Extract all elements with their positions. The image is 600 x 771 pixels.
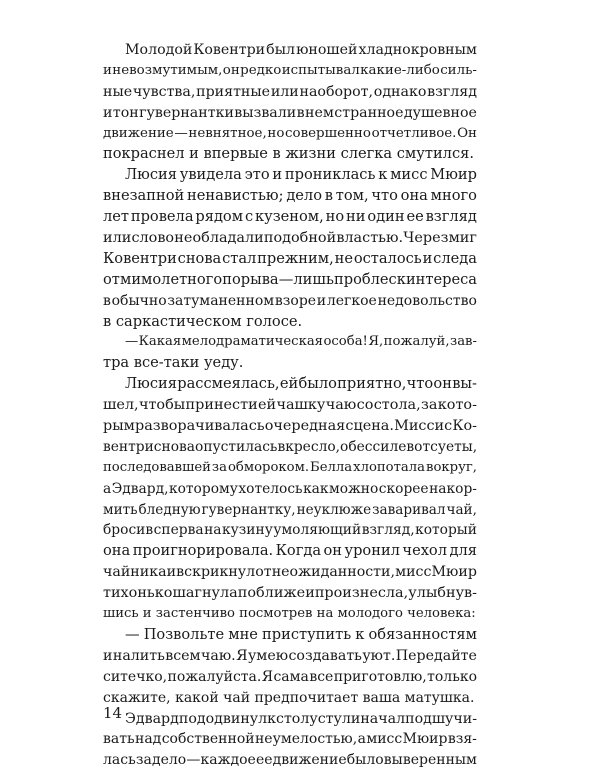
- word: слово: [131, 230, 175, 247]
- word: он: [433, 375, 452, 393]
- word: легкое: [326, 292, 377, 309]
- word: последовавшей: [103, 459, 211, 475]
- word: тон: [112, 104, 139, 121]
- word: сперва: [153, 522, 204, 539]
- word: Через: [403, 230, 449, 247]
- word: чашку: [276, 397, 326, 414]
- word: Позвольте: [143, 625, 225, 643]
- text-line: [103, 332, 477, 353]
- word: чайника: [103, 564, 167, 581]
- word: мимолетного: [119, 270, 223, 288]
- word: Ко-: [452, 418, 477, 435]
- word: лась: [103, 752, 136, 769]
- word: умоляющий: [273, 522, 362, 539]
- word: опустилась: [195, 438, 278, 455]
- word: неуклюже: [296, 501, 372, 518]
- word: а: [103, 480, 112, 497]
- word: Мюир: [431, 564, 477, 581]
- word: всем: [165, 647, 201, 664]
- word: пододвинул: [178, 710, 268, 727]
- word: вентри: [103, 438, 154, 455]
- word: подобной: [263, 230, 337, 247]
- word: миг: [448, 230, 477, 247]
- word: Молодой: [125, 42, 193, 58]
- word: это: [244, 166, 270, 184]
- text-line: [103, 709, 477, 730]
- word: обычно: [111, 292, 167, 309]
- word: Я: [261, 668, 274, 685]
- word: и: [272, 166, 283, 184]
- text-line: [103, 541, 477, 562]
- word: проблеск: [334, 270, 406, 288]
- word: снова: [153, 438, 196, 455]
- word: шагнула: [172, 585, 238, 602]
- word: бросив: [103, 522, 154, 539]
- word: невозмутимым,: [112, 62, 223, 78]
- word: очередная: [264, 418, 346, 435]
- word: над: [135, 731, 162, 748]
- word: за: [211, 459, 227, 475]
- word: —: [186, 752, 201, 769]
- word: снова: [177, 249, 222, 267]
- word: юношей: [296, 42, 358, 58]
- word: мить: [103, 501, 138, 518]
- word: чаю.: [200, 647, 236, 664]
- word: порыва: [222, 270, 279, 288]
- word: дело: [286, 187, 322, 205]
- word: особа!: [323, 334, 368, 350]
- word: можно: [329, 480, 379, 497]
- word: ные: [103, 83, 133, 100]
- word: скорее: [378, 480, 429, 497]
- word: создавать: [288, 647, 362, 664]
- word: рассмеялась,: [177, 375, 280, 393]
- word: и: [103, 647, 113, 664]
- word: отчетливое.: [371, 125, 457, 141]
- text-line: [103, 583, 477, 604]
- word: душевное: [403, 104, 477, 121]
- word: наоборот,: [299, 83, 374, 100]
- word: выверенным: [383, 752, 477, 769]
- word: ни: [346, 208, 366, 226]
- word: лет: [103, 208, 129, 226]
- word: интереса: [405, 270, 477, 288]
- word: невнятное,: [188, 125, 267, 141]
- body-text: [103, 40, 477, 771]
- word: бледную: [138, 501, 201, 518]
- word: Передайте: [395, 647, 477, 664]
- word: не: [334, 249, 353, 267]
- word: суеты,: [430, 438, 478, 455]
- word: что: [371, 187, 398, 205]
- word: один: [367, 208, 405, 226]
- text-line: [103, 562, 477, 583]
- text-line: [103, 625, 477, 646]
- word: заваривал: [372, 501, 446, 518]
- word: приятные: [196, 83, 271, 100]
- word: шел,: [103, 397, 139, 414]
- word: прониклась: [284, 166, 376, 184]
- word: разворачивалась: [134, 418, 265, 435]
- text-line: [103, 395, 477, 416]
- text-line: тра все-таки уеду.: [103, 354, 244, 372]
- word: к: [355, 625, 365, 643]
- word: Люсия: [125, 375, 177, 393]
- word: собственной: [161, 731, 255, 748]
- word: взоре: [274, 292, 317, 309]
- word: ее: [255, 752, 273, 769]
- word: кото-: [437, 397, 477, 414]
- word: стола,: [373, 397, 421, 414]
- word: умею: [247, 647, 289, 664]
- word: со: [356, 397, 374, 414]
- word: Белла: [310, 459, 353, 475]
- word: кузину: [222, 522, 273, 539]
- word: —: [174, 125, 188, 141]
- word: приятно,: [337, 375, 407, 393]
- word: кузеном,: [254, 208, 324, 226]
- text-line: [103, 61, 477, 82]
- word: рым: [103, 418, 135, 435]
- word: хотелось: [238, 480, 303, 497]
- word: увидела: [179, 166, 242, 184]
- word: прежним,: [257, 249, 334, 267]
- word: к: [378, 166, 388, 184]
- word: начал: [360, 710, 406, 727]
- word: редко: [240, 62, 282, 78]
- word: кресло,: [285, 438, 341, 455]
- word: произнесла,: [314, 585, 409, 602]
- word: испытывал: [281, 62, 360, 78]
- word: гувернантки: [139, 104, 234, 121]
- word: к: [267, 710, 277, 727]
- text-line: [103, 291, 477, 312]
- text-line: шись и застенчиво посмотрев на молодого человека:: [103, 606, 476, 622]
- word: чай,: [446, 501, 477, 518]
- word: Ковентри: [103, 249, 177, 267]
- word: зав-: [450, 334, 477, 350]
- word: совершенно: [285, 125, 371, 141]
- word: уронил: [344, 542, 400, 560]
- word: чувства,: [132, 83, 196, 100]
- word: обессилев: [340, 438, 415, 455]
- word: дело: [151, 752, 187, 769]
- word: пожалуй,: [383, 334, 450, 350]
- word: столу: [276, 710, 318, 727]
- text-line: [103, 165, 477, 186]
- word: а: [357, 731, 366, 748]
- text-line: [103, 374, 477, 395]
- word: —: [125, 334, 139, 350]
- text-line: [103, 249, 477, 270]
- word: накор-: [429, 480, 477, 497]
- word: тихонько: [103, 585, 173, 602]
- word: и: [316, 292, 327, 309]
- word: однако: [373, 83, 427, 100]
- word: затуманенном: [167, 292, 275, 309]
- word: приступить: [262, 625, 352, 643]
- word: Люсия: [125, 166, 177, 184]
- word: и: [166, 564, 177, 581]
- word: стал: [222, 249, 257, 267]
- text-line: [103, 124, 477, 145]
- word: налить: [112, 647, 165, 664]
- word: ситечко,: [103, 668, 168, 685]
- word: каждое: [200, 752, 256, 769]
- word: не: [174, 230, 193, 247]
- word: мисс: [366, 731, 403, 748]
- word: чехол: [402, 542, 447, 560]
- word: и: [103, 62, 112, 78]
- word: обладали: [192, 230, 264, 247]
- word: и: [422, 249, 433, 267]
- word: следа: [433, 249, 477, 267]
- word: она: [400, 187, 428, 205]
- word: вать: [103, 731, 135, 748]
- word: сцена.: [345, 418, 394, 435]
- text-line: [103, 416, 477, 437]
- word: Какая: [138, 334, 182, 350]
- word: принести: [185, 397, 258, 414]
- word: и: [350, 710, 361, 727]
- text-line: [103, 667, 477, 688]
- word: и: [103, 104, 113, 121]
- word: вызвали: [234, 104, 297, 121]
- word: или: [103, 230, 132, 247]
- word: но: [267, 125, 285, 141]
- word: или: [270, 83, 299, 100]
- word: хлопотала: [353, 459, 426, 475]
- word: сама: [273, 668, 309, 685]
- word: который: [415, 522, 477, 539]
- text-line: [103, 82, 477, 103]
- word: в: [277, 438, 286, 455]
- word: мне: [228, 625, 258, 643]
- word: которому: [169, 480, 238, 497]
- word: стул: [317, 710, 351, 727]
- word: недовольство: [377, 292, 477, 309]
- word: странное: [334, 104, 404, 121]
- word: много: [430, 187, 477, 205]
- word: взгляд,: [361, 522, 415, 539]
- word: Миссис: [394, 418, 453, 435]
- text-line: [103, 500, 477, 521]
- word: взгляд: [427, 83, 477, 100]
- word: Мюир: [430, 166, 477, 184]
- word: было: [298, 375, 337, 393]
- word: Я: [236, 647, 248, 664]
- word: поближе: [237, 585, 306, 602]
- word: обязанностям: [368, 625, 477, 643]
- word: в: [324, 187, 333, 205]
- word: —: [125, 625, 140, 643]
- text-line: скажите, какой чай предпочитает ваша матушка.: [103, 689, 475, 706]
- word: какие-либо: [360, 62, 440, 78]
- text-line: [103, 729, 477, 750]
- word: в: [296, 104, 305, 121]
- word: чаю: [325, 397, 357, 414]
- text-line: [103, 437, 477, 458]
- word: улыбнув-: [408, 585, 477, 602]
- word: осталось: [353, 249, 422, 267]
- word: взя-: [447, 731, 477, 748]
- word: властью.: [336, 230, 404, 247]
- word: Мюир: [402, 731, 448, 748]
- text-line: [103, 103, 477, 124]
- word: силь-: [440, 62, 477, 78]
- text-line: [103, 458, 477, 479]
- word: движение: [272, 752, 347, 769]
- word: он: [323, 542, 343, 560]
- word: обмороком.: [227, 459, 310, 475]
- word: мисс: [395, 564, 432, 581]
- word: вы-: [452, 375, 477, 393]
- word: ее: [406, 208, 424, 226]
- word: Эдвард,: [111, 480, 169, 497]
- word: Он: [457, 125, 477, 141]
- word: приготовлю,: [333, 668, 427, 685]
- word: ей: [258, 397, 277, 414]
- word: —: [278, 270, 294, 288]
- text-line: [103, 228, 477, 249]
- word: но: [325, 208, 345, 226]
- text-line: [103, 186, 477, 207]
- word: чтобы: [138, 397, 186, 414]
- word: внезапной: [103, 187, 185, 205]
- word: Эдвард: [125, 710, 179, 727]
- word: он: [222, 62, 240, 78]
- text-line: [103, 270, 477, 291]
- word: Ковентри: [193, 42, 266, 58]
- word: за: [135, 752, 152, 769]
- word: Я,: [368, 334, 384, 350]
- word: только: [427, 668, 477, 685]
- text-line: покраснел и впервые в жизни слегка смутился.: [103, 145, 474, 163]
- word: с: [244, 208, 254, 226]
- word: от: [414, 438, 431, 455]
- word: для: [449, 542, 477, 560]
- word: неожиданности,: [271, 564, 395, 581]
- page-number: 14: [103, 704, 123, 722]
- text-line: в саркастическом голосе.: [103, 312, 303, 330]
- word: том,: [335, 187, 369, 205]
- text-line: [103, 207, 477, 228]
- word: за: [421, 397, 438, 414]
- text-line: [103, 40, 477, 61]
- word: от: [103, 270, 120, 288]
- word: подшучи-: [405, 710, 478, 727]
- text-line: [103, 646, 477, 667]
- word: пожалуйста.: [167, 668, 262, 685]
- word: рядом: [195, 208, 244, 226]
- word: проигнорировала.: [132, 542, 274, 560]
- text-line: [103, 479, 477, 500]
- word: она: [103, 542, 131, 560]
- word: хладнокровным: [358, 42, 477, 58]
- word: лишь: [293, 270, 334, 288]
- word: гувернантку,: [201, 501, 296, 518]
- word: был: [266, 42, 296, 58]
- word: все: [309, 668, 334, 685]
- word: от: [255, 564, 272, 581]
- word: вокруг,: [426, 459, 477, 475]
- word: в: [103, 292, 111, 309]
- word: ей: [279, 375, 299, 393]
- text-line: [103, 520, 477, 541]
- word: мисс: [390, 166, 428, 184]
- word: уют.: [362, 647, 396, 664]
- text-line: [103, 750, 477, 771]
- word: на: [204, 522, 222, 539]
- word: мелодраматическая: [181, 334, 323, 350]
- word: нем: [305, 104, 334, 121]
- word: было: [346, 752, 384, 769]
- word: провела: [130, 208, 194, 226]
- word: как: [303, 480, 329, 497]
- word: и: [305, 585, 315, 602]
- word: что: [406, 375, 434, 393]
- word: вскрикнул: [176, 564, 256, 581]
- word: ненавистью;: [186, 187, 284, 205]
- word: неумелостью,: [254, 731, 358, 748]
- word: взгляд: [425, 208, 477, 226]
- word: движение: [103, 125, 174, 141]
- word: Когда: [275, 542, 322, 560]
